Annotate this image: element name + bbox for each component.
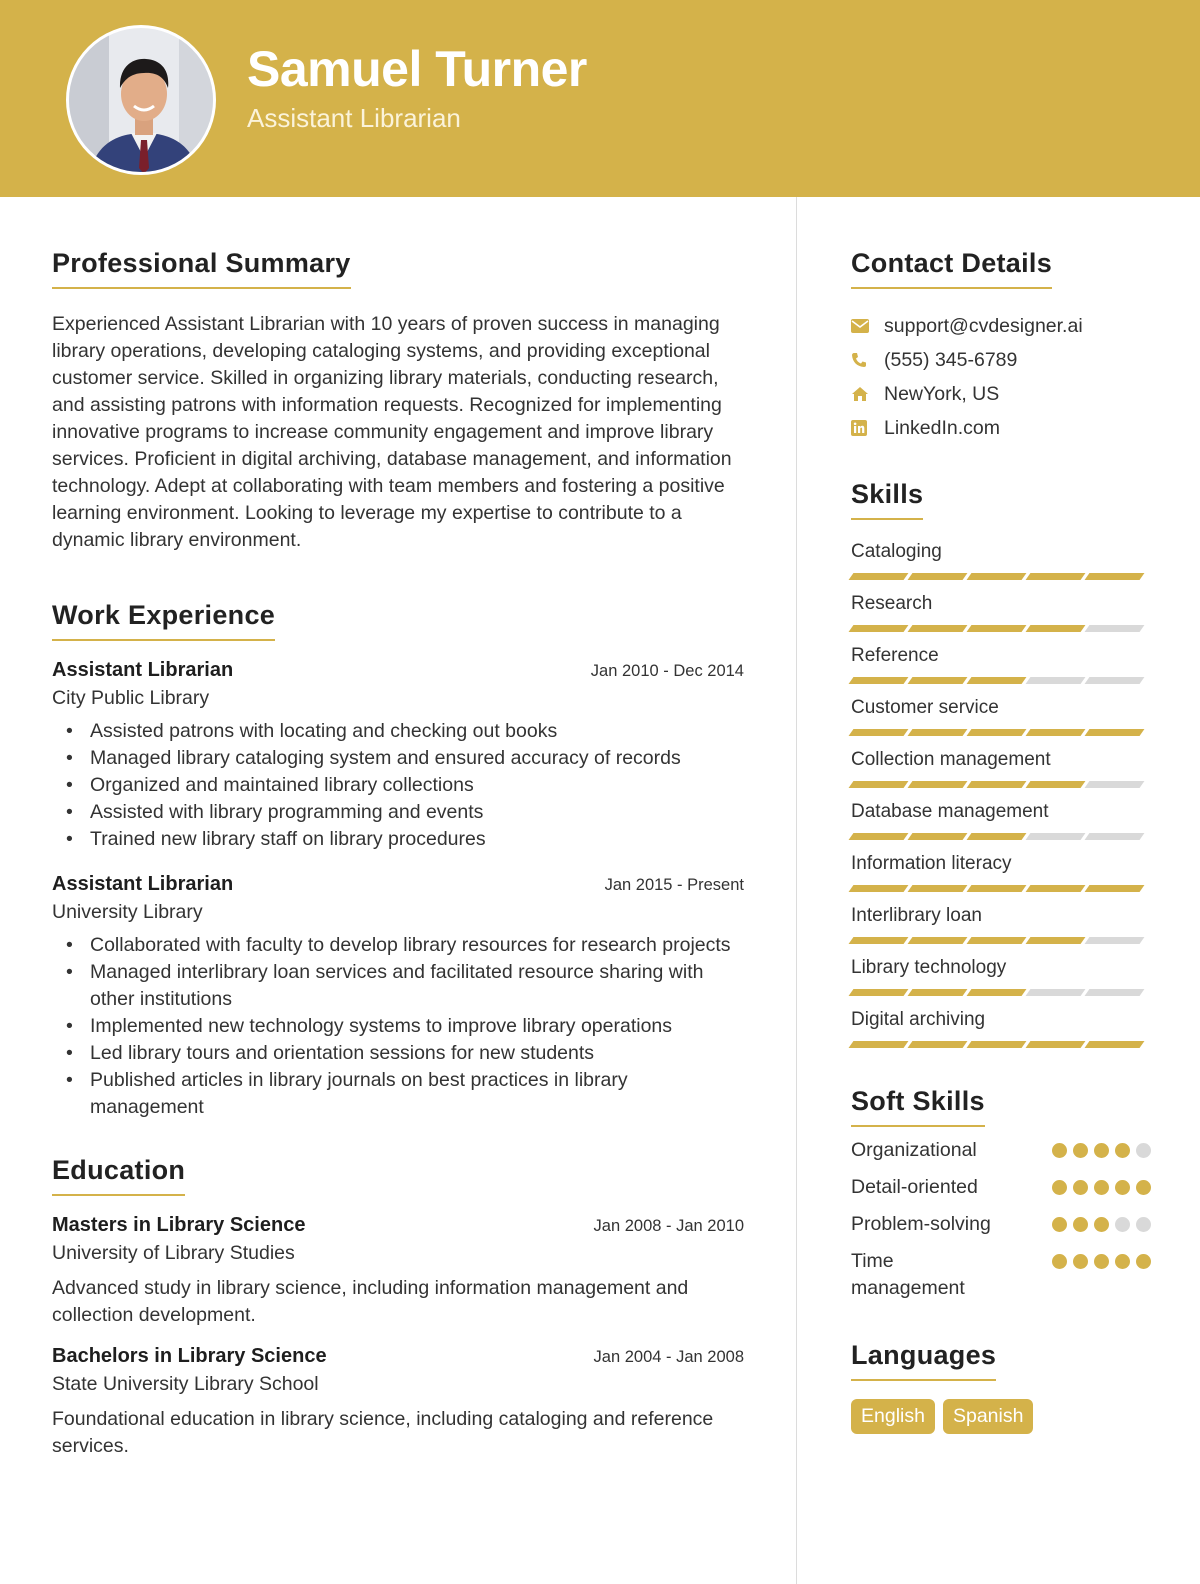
- column-divider: [796, 197, 797, 1584]
- contact-list: [851, 309, 1151, 445]
- skill-level-segment: [1026, 833, 1086, 840]
- skill-level-segment: [849, 989, 909, 996]
- skill-level-segment: [967, 781, 1027, 788]
- job-organization: City Public Library: [52, 687, 210, 709]
- job-bullet: • Led library tours and orientation sessions for new students: [52, 1040, 744, 1067]
- education-description: Foundational education in library science, including cataloging and reference services.: [52, 1408, 714, 1457]
- skill-level-segment: [1026, 989, 1086, 996]
- skill-level-segment: [908, 989, 968, 996]
- skill-level-segment: [1085, 729, 1145, 736]
- rating-dot: [1094, 1217, 1109, 1232]
- skill-name: Reference: [851, 645, 939, 666]
- skill-level-segment: [908, 937, 968, 944]
- skill-level-segment: [967, 729, 1027, 736]
- skill-level-segment: [908, 729, 968, 736]
- skill-level-segment: [1085, 989, 1145, 996]
- skill-level-segment: [967, 989, 1027, 996]
- rating-dot: [1073, 1180, 1088, 1195]
- languages-list: [851, 1399, 1151, 1434]
- skill-level-segment: [1026, 625, 1086, 632]
- envelope-icon: [851, 319, 884, 333]
- skill-level-segment: [967, 677, 1027, 684]
- rating-dot: [1052, 1217, 1067, 1232]
- job-bullet: • Assisted with library programming and events: [52, 799, 744, 826]
- rating-dot: [1094, 1143, 1109, 1158]
- skill-item: [851, 852, 1151, 892]
- skill-level-segment: [1085, 937, 1145, 944]
- skill-level-segment: [849, 677, 909, 684]
- skill-level-segment: [849, 885, 909, 892]
- skill-level-segment: [967, 937, 1027, 944]
- skill-name: Collection management: [851, 749, 1051, 770]
- education-dates: Jan 2008 - Jan 2010: [593, 1217, 744, 1235]
- contact-heading: Contact Details: [851, 248, 1052, 289]
- job-bullets: [52, 718, 744, 853]
- job-dates: Jan 2010 - Dec 2014: [590, 662, 744, 680]
- home-icon: [851, 386, 884, 402]
- education-entry: [52, 1214, 744, 1329]
- skill-level-segment: [849, 625, 909, 632]
- rating-dot: [1136, 1143, 1151, 1158]
- education-header: [52, 1345, 744, 1368]
- skill-item: [851, 644, 1151, 684]
- rating-dot: [1115, 1143, 1130, 1158]
- contact-text: LinkedIn.com: [884, 416, 1000, 439]
- skill-item: [851, 904, 1151, 944]
- job-bullet: • Managed interlibrary loan services and facilitated resource sharing with other institutions: [52, 959, 744, 1013]
- skill-item: [851, 800, 1151, 840]
- candidate-name: Samuel Turner: [247, 41, 587, 97]
- skill-level-bar: [851, 1041, 1151, 1048]
- skills-list: [851, 540, 1151, 1048]
- skill-level-segment: [967, 833, 1027, 840]
- job-header: [52, 873, 744, 896]
- soft-skill-name: Detail-oriented: [851, 1176, 978, 1198]
- education-description: Advanced study in library science, including information management and collection development.: [52, 1277, 689, 1326]
- job-role: Assistant Librarian: [52, 873, 234, 895]
- education-heading: Education: [52, 1155, 185, 1196]
- rating-dot: [1136, 1217, 1151, 1232]
- job-header: [52, 659, 744, 682]
- education-dates: Jan 2004 - Jan 2008: [593, 1348, 744, 1366]
- skill-level-segment: [908, 677, 968, 684]
- soft-skill-rating: [1052, 1143, 1151, 1158]
- rating-dot: [1094, 1180, 1109, 1195]
- language-badge: Spanish: [943, 1399, 1033, 1434]
- education-entry: [52, 1345, 744, 1460]
- skill-level-segment: [967, 1041, 1027, 1048]
- skill-name: Interlibrary loan: [851, 905, 982, 926]
- skill-level-bar: [851, 885, 1151, 892]
- skill-level-segment: [908, 1041, 968, 1048]
- left-column: [52, 248, 744, 1494]
- linkedin-icon: [851, 420, 884, 436]
- skills-section: [851, 479, 1151, 1048]
- skill-level-bar: [851, 677, 1151, 684]
- skill-name: Cataloging: [851, 541, 942, 562]
- skill-level-segment: [908, 625, 968, 632]
- experience-heading: Work Experience: [52, 600, 275, 641]
- contact-text: support@cvdesigner.ai: [884, 314, 1083, 337]
- soft-skill-name: Organizational: [851, 1139, 977, 1161]
- soft-skills-list: [851, 1137, 1151, 1302]
- avatar: [66, 25, 216, 175]
- rating-dot: [1052, 1254, 1067, 1269]
- soft-skill-rating: [1052, 1180, 1151, 1195]
- skill-level-segment: [1026, 885, 1086, 892]
- skill-item: [851, 540, 1151, 580]
- contact-section: [851, 248, 1151, 445]
- job-bullet: • Published articles in library journals on best practices in library management: [52, 1067, 744, 1121]
- job-entry: [52, 873, 744, 1121]
- skill-level-segment: [1085, 781, 1145, 788]
- skill-name: Research: [851, 593, 933, 614]
- skill-level-bar: [851, 989, 1151, 996]
- contact-text: NewYork, US: [884, 382, 1000, 405]
- soft-skill-rating: [1052, 1217, 1151, 1232]
- contact-item: [851, 377, 1151, 411]
- skill-level-bar: [851, 729, 1151, 736]
- portrait-photo: [69, 28, 216, 175]
- job-bullet: • Trained new library staff on library procedures: [52, 826, 744, 853]
- skill-level-segment: [849, 573, 909, 580]
- skill-item: [851, 696, 1151, 736]
- contact-item: [851, 309, 1151, 343]
- soft-skill-item: [851, 1211, 1151, 1238]
- job-role: Assistant Librarian: [52, 659, 234, 681]
- skill-level-segment: [908, 885, 968, 892]
- candidate-title: Assistant Librarian: [247, 103, 461, 133]
- skill-name: Information literacy: [851, 853, 1012, 874]
- job-organization: University Library: [52, 901, 203, 923]
- rating-dot: [1073, 1143, 1088, 1158]
- job-bullet: • Managed library cataloging system and ensured accuracy of records: [52, 745, 744, 772]
- skill-level-segment: [1026, 573, 1086, 580]
- education-header: [52, 1214, 744, 1237]
- skill-level-segment: [1026, 1041, 1086, 1048]
- rating-dot: [1136, 1254, 1151, 1269]
- languages-section: [851, 1340, 1151, 1434]
- skill-level-segment: [1026, 677, 1086, 684]
- skill-item: [851, 748, 1151, 788]
- soft-skills-heading: Soft Skills: [851, 1086, 985, 1127]
- skill-level-segment: [849, 1041, 909, 1048]
- job-bullet: • Organized and maintained library collections: [52, 772, 744, 799]
- skill-level-segment: [849, 781, 909, 788]
- skill-level-bar: [851, 781, 1151, 788]
- rating-dot: [1052, 1180, 1067, 1195]
- soft-skill-item: [851, 1248, 1151, 1302]
- school-name: State University Library School: [52, 1373, 319, 1395]
- degree-name: Bachelors in Library Science: [52, 1345, 327, 1367]
- right-column: [851, 248, 1151, 1468]
- skill-item: [851, 592, 1151, 632]
- soft-skill-name: Problem-solving: [851, 1213, 991, 1235]
- skill-name: Customer service: [851, 697, 999, 718]
- summary-section: [52, 248, 744, 554]
- skill-item: [851, 1008, 1151, 1048]
- skill-name: Digital archiving: [851, 1009, 986, 1030]
- languages-heading: Languages: [851, 1340, 996, 1381]
- skill-level-bar: [851, 625, 1151, 632]
- contact-item: [851, 343, 1151, 377]
- job-dates: Jan 2015 - Present: [604, 876, 744, 894]
- education-list: [52, 1214, 744, 1460]
- language-badge: English: [851, 1399, 935, 1434]
- summary-heading: Professional Summary: [52, 248, 351, 289]
- resume-header: [0, 0, 1200, 197]
- soft-skills-section: [851, 1086, 1151, 1302]
- skill-level-segment: [1085, 573, 1145, 580]
- soft-skill-item: [851, 1137, 1151, 1164]
- soft-skill-rating: [1052, 1254, 1151, 1269]
- skill-level-bar: [851, 833, 1151, 840]
- rating-dot: [1136, 1180, 1151, 1195]
- skill-level-segment: [967, 625, 1027, 632]
- rating-dot: [1115, 1217, 1130, 1232]
- rating-dot: [1073, 1217, 1088, 1232]
- experience-section: [52, 600, 744, 1121]
- skill-level-segment: [908, 781, 968, 788]
- rating-dot: [1115, 1180, 1130, 1195]
- skill-level-segment: [849, 937, 909, 944]
- skill-level-segment: [1085, 1041, 1145, 1048]
- summary-text: Experienced Assistant Librarian with 10 years of proven success in managing library operations, developing cataloging systems, and providing exceptional customer service. Skilled in organizing library materials, conducting research, and assisting patrons with information requests. Recognized for implementing innovative programs to increase community engagement and improve library services. Proficient in digital archiving, database management, and information technology. Adept at collaborating with team members and fostering a positive learning environment. Looking to leverage my expertise to contribute to a dynamic library environment.: [52, 313, 732, 551]
- rating-dot: [1073, 1254, 1088, 1269]
- skill-level-segment: [849, 729, 909, 736]
- job-entry: [52, 659, 744, 853]
- job-list: [52, 659, 744, 1121]
- skill-name: Database management: [851, 801, 1049, 822]
- skill-level-bar: [851, 937, 1151, 944]
- skill-level-segment: [1026, 937, 1086, 944]
- skill-level-segment: [1085, 625, 1145, 632]
- skill-item: [851, 956, 1151, 996]
- job-bullet: • Implemented new technology systems to improve library operations: [52, 1013, 744, 1040]
- skill-level-segment: [1026, 729, 1086, 736]
- soft-skill-name: Time management: [851, 1250, 965, 1299]
- skill-level-segment: [967, 885, 1027, 892]
- skill-level-segment: [1085, 833, 1145, 840]
- skill-level-segment: [967, 573, 1027, 580]
- skill-level-segment: [1085, 677, 1145, 684]
- skill-level-segment: [849, 833, 909, 840]
- rating-dot: [1115, 1254, 1130, 1269]
- phone-icon: [851, 352, 884, 368]
- job-bullet: • Assisted patrons with locating and checking out books: [52, 718, 744, 745]
- degree-name: Masters in Library Science: [52, 1214, 306, 1236]
- skills-heading: Skills: [851, 479, 923, 520]
- skill-level-segment: [908, 833, 968, 840]
- skill-level-segment: [1026, 781, 1086, 788]
- skill-level-bar: [851, 573, 1151, 580]
- rating-dot: [1094, 1254, 1109, 1269]
- rating-dot: [1052, 1143, 1067, 1158]
- skill-level-segment: [1085, 885, 1145, 892]
- job-bullet: • Collaborated with faculty to develop library resources for research projects: [52, 932, 744, 959]
- education-section: [52, 1155, 744, 1460]
- contact-item: [851, 411, 1151, 445]
- job-bullets: [52, 932, 744, 1121]
- skill-name: Library technology: [851, 957, 1007, 978]
- school-name: University of Library Studies: [52, 1242, 295, 1264]
- skill-level-segment: [908, 573, 968, 580]
- soft-skill-item: [851, 1174, 1151, 1201]
- contact-text: (555) 345-6789: [884, 348, 1018, 371]
